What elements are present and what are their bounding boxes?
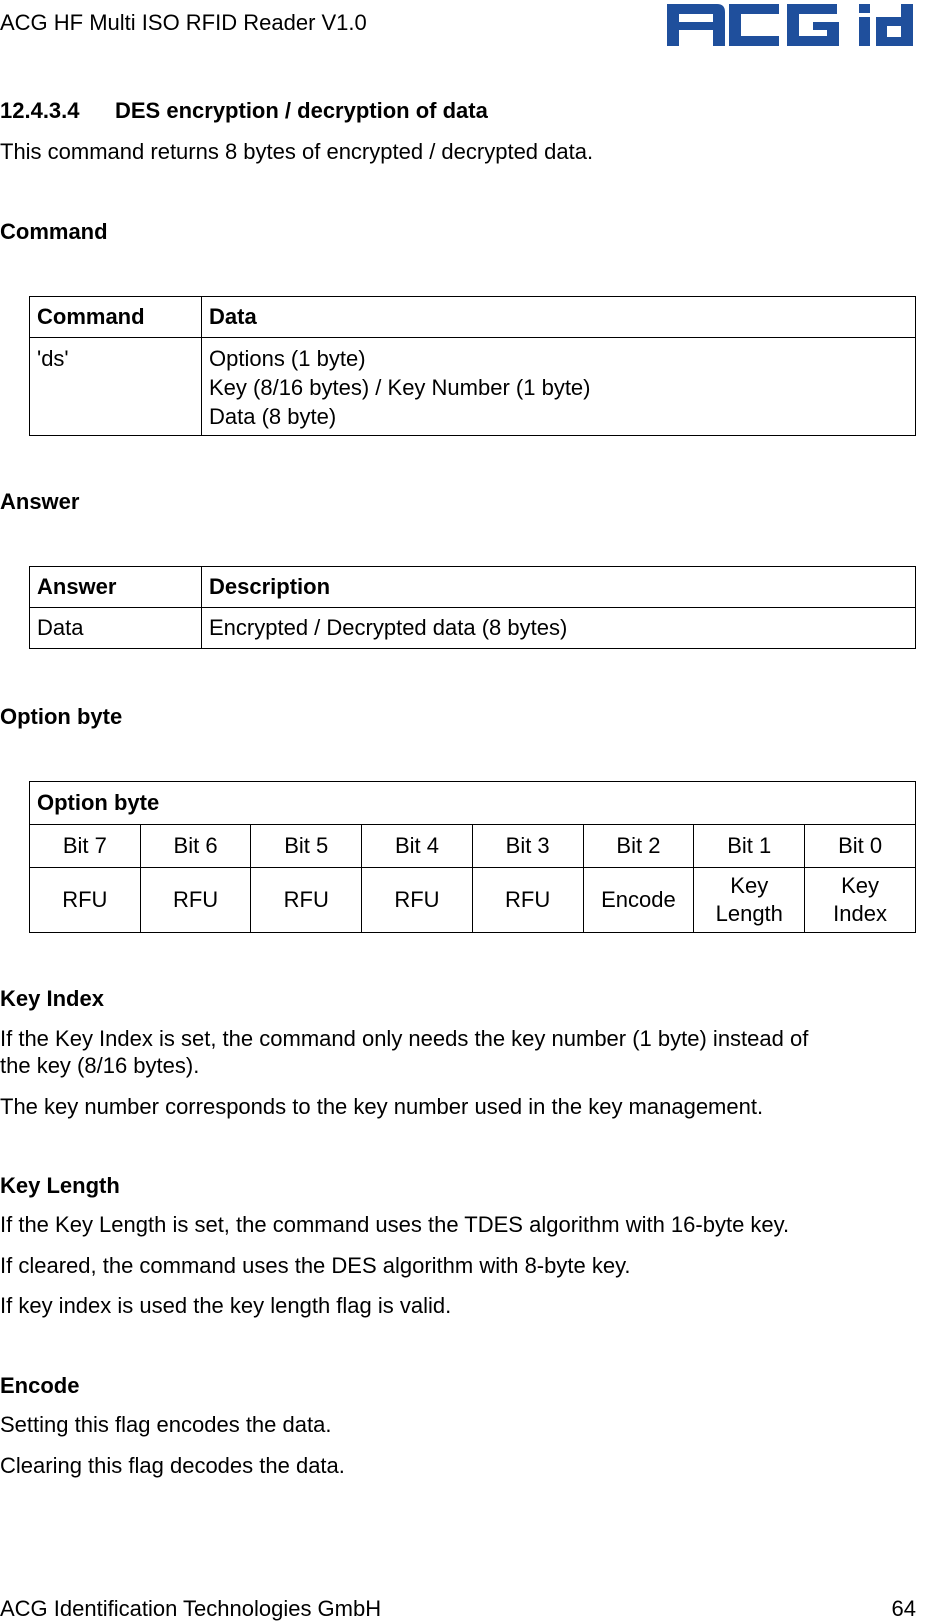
key-length-paragraph: If cleared, the command uses the DES algorithm with 8-byte key. [0, 1253, 631, 1278]
value-line: Key [841, 873, 880, 898]
answer-cell: Data [30, 608, 202, 649]
section-intro: This command returns 8 bytes of encrypted / decrypted data. [0, 139, 594, 164]
value-cell: RFU [30, 868, 141, 933]
bit-cell: Bit 7 [30, 825, 141, 868]
footer-company: ACG Identification Technologies GmbH [0, 1596, 382, 1621]
value-cell: RFU [140, 868, 251, 933]
table-header-row [30, 567, 916, 608]
key-length-heading: Key Length [0, 1173, 120, 1198]
value-line: Length [715, 901, 783, 926]
value-cell: RFU [251, 868, 362, 933]
logo-graphic [667, 0, 919, 50]
key-length-paragraph: If key index is used the key length flag is valid. [0, 1293, 452, 1318]
option-byte-table-title: Option byte [30, 782, 916, 825]
header-title: ACG HF Multi ISO RFID Reader V1.0 [0, 10, 367, 35]
column-header: Data [202, 297, 916, 338]
command-table [29, 296, 916, 436]
section-heading: DES encryption / decryption of data [115, 98, 488, 123]
key-index-paragraph: The key number corresponds to the key number used in the key management. [0, 1094, 764, 1119]
value-line: Index [833, 901, 887, 926]
value-cell: RFU [362, 868, 473, 933]
data-line: Options (1 byte) [209, 346, 366, 371]
value-cell: RFU [472, 868, 583, 933]
data-line: Key (8/16 bytes) / Key Number (1 byte) [209, 375, 591, 400]
page-number: 64 [891, 1596, 916, 1621]
table-header-row [30, 297, 916, 338]
value-cell: Encode [583, 868, 694, 933]
column-header: Command [30, 297, 202, 338]
description-cell: Encrypted / Decrypted data (8 bytes) [202, 608, 916, 649]
command-heading: Command [0, 219, 108, 244]
key-index-heading: Key Index [0, 986, 104, 1011]
section-title [0, 98, 488, 124]
column-header: Description [202, 567, 916, 608]
data-line: Data (8 byte) [209, 404, 337, 429]
answer-table [29, 566, 916, 649]
bit-cell: Bit 3 [472, 825, 583, 868]
table-row [30, 338, 916, 436]
value-cell [805, 868, 916, 933]
option-byte-heading: Option byte [0, 704, 123, 729]
bit-cell: Bit 1 [694, 825, 805, 868]
key-index-paragraph-line: the key (8/16 bytes). [0, 1053, 200, 1078]
table-row [30, 608, 916, 649]
encode-heading: Encode [0, 1373, 80, 1398]
table-header-row [30, 782, 916, 825]
key-index-paragraph-line: If the Key Index is set, the command only needs the key number (1 byte) instead of [0, 1026, 809, 1051]
section-number: 12.4.3.4 [0, 98, 80, 123]
bit-row [30, 825, 916, 868]
key-length-paragraph: If the Key Length is set, the command uses the TDES algorithm with 16-byte key. [0, 1212, 790, 1237]
encode-paragraph: Setting this flag encodes the data. [0, 1412, 332, 1437]
bit-cell: Bit 0 [805, 825, 916, 868]
acg-id-logo [667, 0, 919, 55]
value-row [30, 868, 916, 933]
data-cell [202, 338, 916, 436]
bit-cell: Bit 4 [362, 825, 473, 868]
answer-heading: Answer [0, 489, 80, 514]
option-byte-table [29, 781, 916, 933]
command-cell: 'ds' [30, 338, 202, 436]
encode-paragraph: Clearing this flag decodes the data. [0, 1453, 345, 1478]
bit-cell: Bit 2 [583, 825, 694, 868]
bit-cell: Bit 6 [140, 825, 251, 868]
bit-cell: Bit 5 [251, 825, 362, 868]
value-line: Key [730, 873, 769, 898]
column-header: Answer [30, 567, 202, 608]
value-cell [694, 868, 805, 933]
